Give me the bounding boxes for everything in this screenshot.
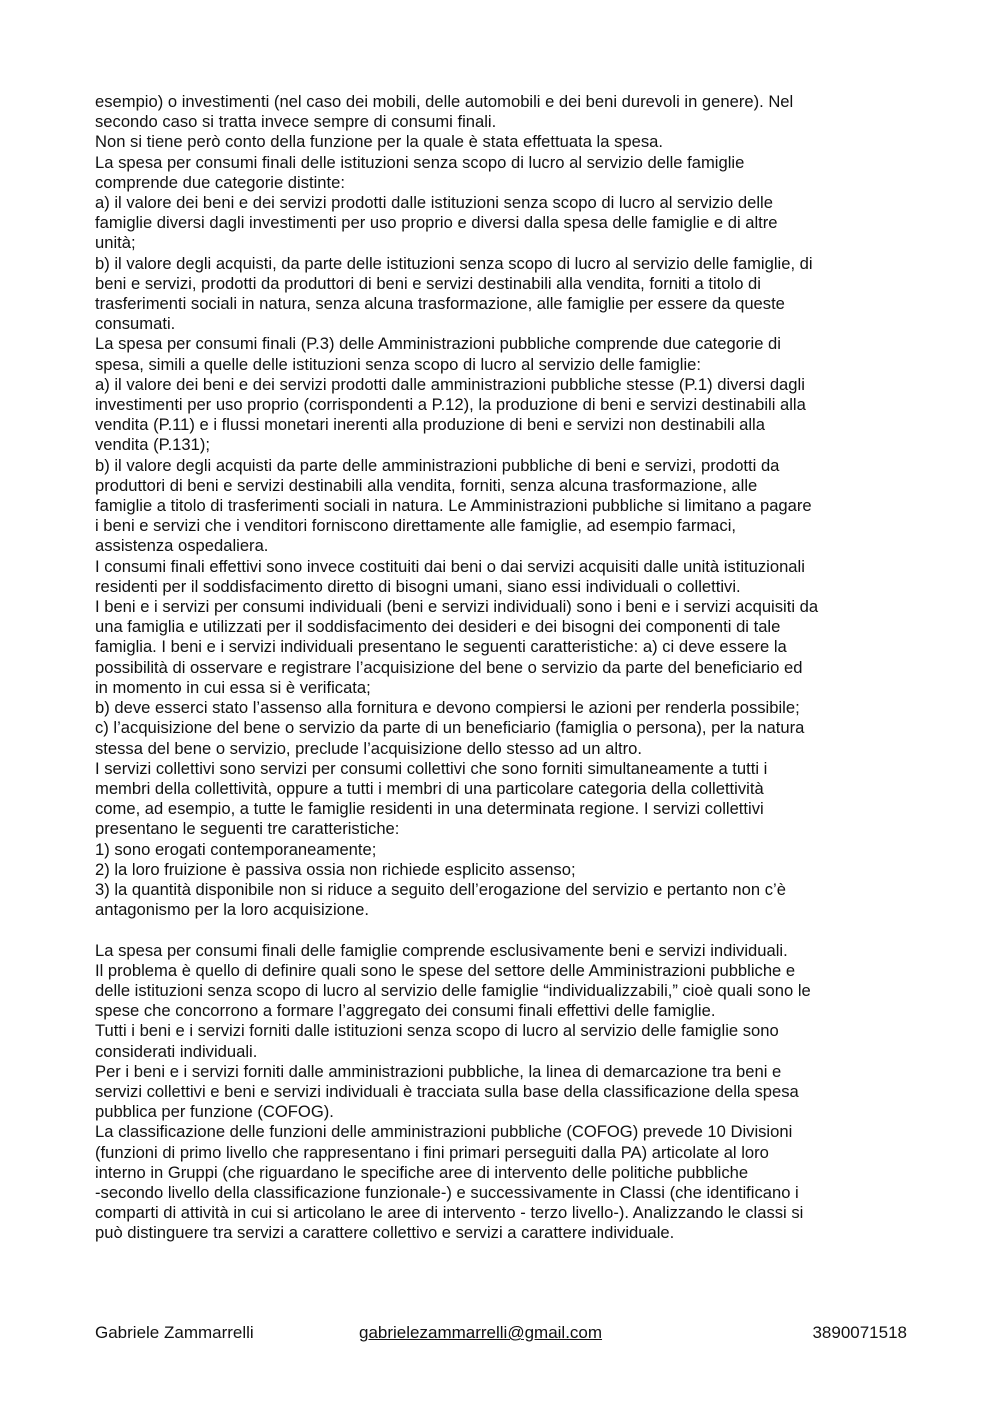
- text-line: antagonismo per la loro acquisizione.: [95, 900, 369, 920]
- text-line: vendita (P.11) e i flussi monetari inerenti alla produzione di beni e servizi non destinabili alla: [95, 415, 765, 435]
- text-line: b) deve esserci stato l’assenso alla fornitura e devono compiersi le azioni per renderla possibile;: [95, 698, 800, 718]
- text-line: vendita (P.131);: [95, 435, 211, 455]
- text-line: b) il valore degli acquisti, da parte delle istituzioni senza scopo di lucro al servizio delle famiglie, di: [95, 253, 813, 273]
- text-line: secondo caso si tratta invece sempre di consumi finali.: [95, 112, 497, 132]
- author-email-link[interactable]: gabrielezammarrelli@gmail.com: [359, 1323, 603, 1342]
- text-line: trasferimenti sociali in natura, senza alcuna trasformazione, alle famiglie per essere da queste: [95, 294, 785, 314]
- text-line: presentano le seguenti tre caratteristiche:: [95, 819, 400, 839]
- text-line: (funzioni di primo livello che rappresentano i fini primari perseguiti dalla PA) articolate al loro: [95, 1142, 769, 1162]
- text-line: come, ad esempio, a tutte le famiglie residenti in una determinata regione. I servizi collettivi: [95, 799, 764, 819]
- text-line: assistenza ospedaliera.: [95, 536, 269, 556]
- text-line: esempio) o investimenti (nel caso dei mobili, delle automobili e dei beni durevoli in genere). Nel: [95, 92, 794, 111]
- text-line: La classificazione delle funzioni delle amministrazioni pubbliche (COFOG) prevede 10 Divisioni: [95, 1122, 793, 1142]
- text-line: I servizi collettivi sono servizi per consumi collettivi che sono forniti simultaneamente a tutti i: [95, 758, 768, 778]
- text-line: Non si tiene però conto della funzione per la quale è stata effettuata la spesa.: [95, 132, 663, 152]
- blank-line: [95, 920, 915, 940]
- text-line: investimenti per uso proprio (corrispondenti a P.12), la produzione di beni e servizi destinabili alla: [95, 395, 806, 415]
- document-body: [95, 92, 915, 1244]
- text-line: Per i beni e i servizi forniti dalle amministrazioni pubbliche, la linea di demarcazione tra beni e: [95, 1061, 782, 1081]
- text-line: 2) la loro fruizione è passiva ossia non richiede esplicito assenso;: [95, 859, 576, 879]
- text-line: in momento in cui essa si è verificata;: [95, 677, 371, 697]
- text-line: consumati.: [95, 314, 176, 334]
- text-line: comprende due categorie distinte:: [95, 172, 345, 192]
- text-line: interno in Gruppi (che riguardano le specifiche aree di intervento delle politiche pubbliche: [95, 1162, 749, 1182]
- text-line: spesa, simili a quelle delle istituzioni senza scopo di lucro al servizio delle famiglie:: [95, 354, 701, 374]
- text-line: pubblica per funzione (COFOG).: [95, 1102, 334, 1122]
- text-line: unità;: [95, 233, 136, 253]
- text-line: 3) la quantità disponibile non si riduce a seguito dell’erogazione del servizio e pertanto non c’è: [95, 879, 786, 899]
- page-footer: [95, 1322, 907, 1346]
- text-line: 1) sono erogati contemporaneamente;: [95, 839, 377, 859]
- text-line: delle istituzioni senza scopo di lucro al servizio delle famiglie “individualizzabili,” cioè quali sono le: [95, 980, 811, 1000]
- text-line: considerati individuali.: [95, 1041, 258, 1061]
- text-line: b) il valore degli acquisti da parte delle amministrazioni pubbliche di beni e servizi, prodotti da: [95, 455, 780, 475]
- text-line: La spesa per consumi finali (P.3) delle Amministrazioni pubbliche comprende due categorie di: [95, 334, 781, 354]
- author-name: Gabriele Zammarrelli: [95, 1323, 254, 1342]
- text-line: La spesa per consumi finali delle istituzioni senza scopo di lucro al servizio delle famiglie: [95, 152, 745, 172]
- text-line: -secondo livello della classificazione funzionale-) e successivamente in Classi (che identificano i: [95, 1182, 799, 1202]
- text-line: famiglia. I beni e i servizi individuali presentano le seguenti caratteristiche: a) ci deve essere la: [95, 637, 787, 657]
- text-line: a) il valore dei beni e dei servizi prodotti dalle istituzioni senza scopo di lucro al servizio delle: [95, 193, 773, 213]
- text-line: possibilità di osservare e registrare l’acquisizione del bene o servizio da parte del beneficiario ed: [95, 657, 803, 677]
- text-line: Il problema è quello di definire quali sono le spese del settore delle Amministrazioni pubbliche e: [95, 960, 796, 980]
- text-line: La spesa per consumi finali delle famiglie comprende esclusivamente beni e servizi individuali.: [95, 940, 788, 960]
- text-line: famiglie a titolo di trasferimenti sociali in natura. Le Amministrazioni pubbliche si limitano a pagare: [95, 496, 812, 516]
- text-line: a) il valore dei beni e dei servizi prodotti dalle amministrazioni pubbliche stesse (P.1) diversi dagli: [95, 374, 805, 394]
- text-line: beni e servizi, prodotti da produttori di beni e servizi destinabili alla vendita, forniti a titolo di: [95, 273, 761, 293]
- text-line: residenti per il soddisfacimento diretto di bisogni umani, siano essi individuali o collettivi.: [95, 576, 741, 596]
- text-line: produttori di beni e servizi destinabili alla vendita, forniti, senza alcuna trasformazione, alle: [95, 475, 758, 495]
- text-line: una famiglia e utilizzati per il soddisfacimento dei desideri e dei bisogni dei componenti di tale: [95, 617, 781, 637]
- author-phone: 3890071518: [812, 1323, 907, 1342]
- text-line: i beni e servizi che i venditori forniscono direttamente alle famiglie, ad esempio farmaci,: [95, 516, 737, 536]
- text-line: c) l’acquisizione del bene o servizio da parte di un beneficiario (famiglia o persona), per la natura: [95, 718, 805, 738]
- text-line: comparti di attività in cui si articolano le aree di intervento - terzo livello-). Analizzando le classi si: [95, 1203, 804, 1223]
- text-line: può distinguere tra servizi a carattere collettivo e servizi a carattere individuale.: [95, 1223, 675, 1243]
- text-line: stessa del bene o servizio, preclude l’acquisizione dello stesso ad un altro.: [95, 738, 642, 758]
- text-line: membri della collettività, oppure a tutti i membri di una particolare categoria della collettività: [95, 778, 764, 798]
- text-line: I beni e i servizi per consumi individuali (beni e servizi individuali) sono i beni e i servizi acquisiti da: [95, 597, 819, 617]
- text-line: Tutti i beni e i servizi forniti dalle istituzioni senza scopo di lucro al servizio delle famiglie sono: [95, 1021, 779, 1041]
- text-line: I consumi finali effettivi sono invece costituiti dai beni o dai servizi acquisiti dalle unità istituzionali: [95, 556, 805, 576]
- text-line: spese che concorrono a formare l’aggregato dei consumi finali effettivi delle famiglie.: [95, 1001, 716, 1021]
- text-line: famiglie diversi dagli investimenti per uso proprio e diversi dalla spesa delle famiglie e di altre: [95, 213, 778, 233]
- text-line: servizi collettivi e beni e servizi individuali è tracciata sulla base della classificazione della spesa: [95, 1081, 799, 1101]
